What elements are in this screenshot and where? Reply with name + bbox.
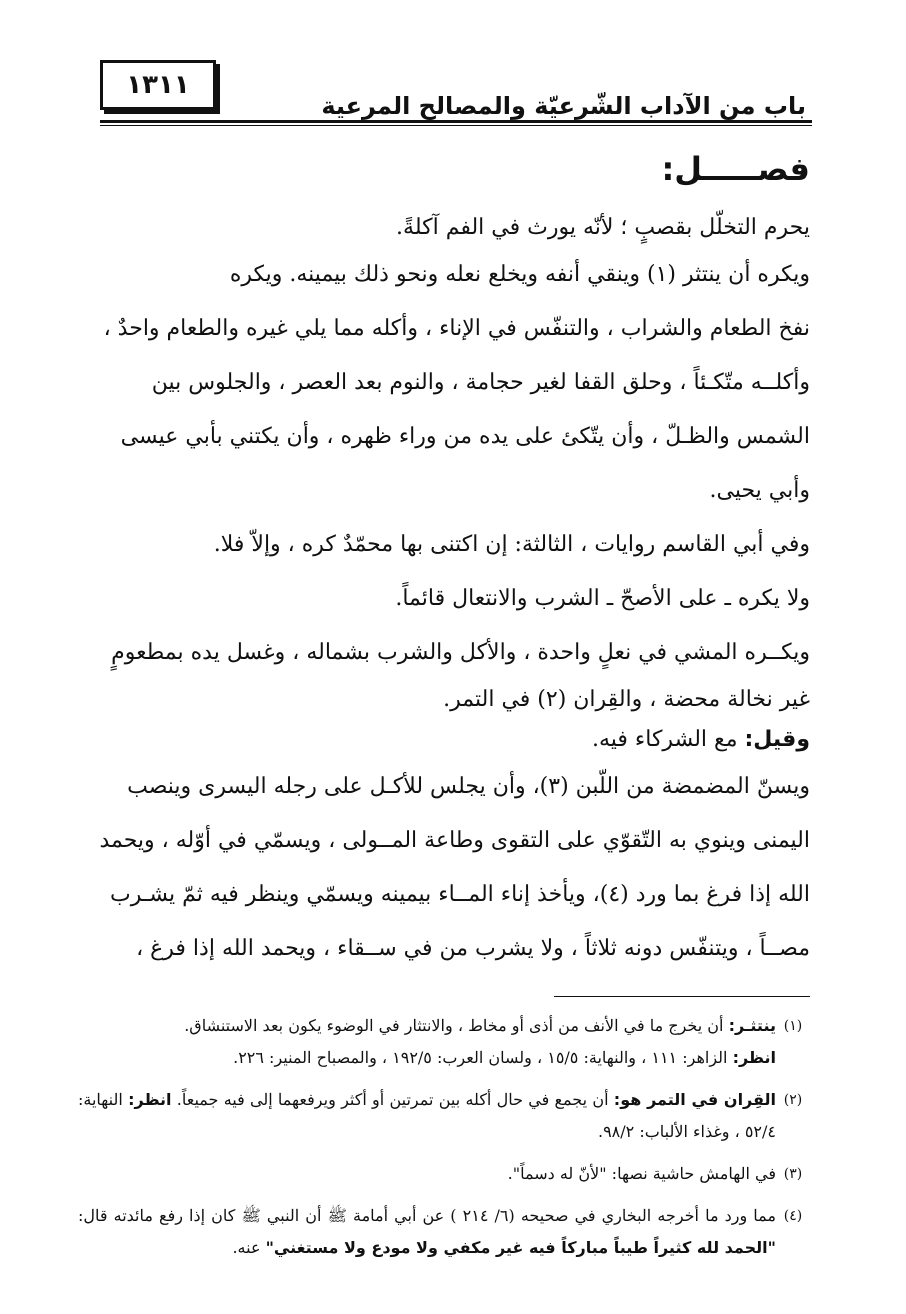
paragraph: ويكــره المشي في نعلٍ واحدة ، والأكل والشرب بشماله ، وغسل يده بمطعومٍ xyxy=(111,640,810,665)
paragraph: مصــاً ، ويتنفّس دونه ثلاثاً ، ولا يشرب من في ســقاء ، ويحمد الله إذا فرغ ، xyxy=(136,936,810,961)
footnote-text xyxy=(78,1010,776,1074)
footnotes xyxy=(78,1010,810,1274)
footnote-ref-label: انظر: xyxy=(128,1090,172,1109)
header-rule-thin xyxy=(100,125,812,126)
footnote-text: في الهامش حاشية نصها: "لأنّ له دسماً". xyxy=(507,1164,776,1183)
footnote-quote: "الحمد لله كثيراً طيباً مباركاً فيه غير مكفي ولا مودع ولا مستغني" xyxy=(265,1238,776,1257)
footnote xyxy=(78,1158,810,1190)
paragraph: وأكلــه متّكـئاً ، وحلق القفا لغير حجامة ، والنوم بعد العصر ، والجلوس بين xyxy=(151,370,810,395)
footnote-body: مما ورد ما أخرجه البخاري في صحيحه (٦/ ٢١٤ ) عن أبي أمامة ﷺ أن النبي ﷺ كان إذا رفع مائدته قال: xyxy=(78,1206,776,1225)
footnote-ref: الزاهر: ١١١ ، والنهاية: ١٥/٥ ، ولسان العرب: ١٩٢/٥ ، والمصباح المنير: ٢٢٦. xyxy=(233,1048,733,1067)
paragraph: نفخ الطعام والشراب ، والتنفّس في الإناء ، وأكله مما يلي غيره والطعام واحدٌ ، xyxy=(103,316,810,341)
main-text xyxy=(78,208,810,976)
footnote-body: أن يجمع في حال أكله بين تمرتين أو أكثر ويرفعهما إلى فيه جميعاً. xyxy=(176,1090,614,1109)
chapter-title: باب من الآداب الشّرعيّة والمصالح المرعية xyxy=(311,92,812,120)
footnote-number: (٢) xyxy=(783,1092,803,1108)
footnote-tail: عنه. xyxy=(232,1238,266,1257)
paragraph: وفي أبي القاسم روايات ، الثالثة: إن اكتنى بها محمّدٌ كره ، وإلاّ فلا. xyxy=(213,532,810,557)
paragraph: ويسنّ المضمضة من اللّبن (٣)، وأن يجلس للأكـل على رجله اليسرى وينصب xyxy=(127,774,810,799)
paragraph: اليمنى وينوي به التّقوّي على التقوى وطاعة المــولى ، ويسمّي في أوّله ، ويحمد xyxy=(99,828,810,853)
footnote-ref: النهاية: ٥٢/٤ ، وغذاء الألباب: ٩٨/٢. xyxy=(78,1090,776,1141)
paragraph: يحرم التخلّل بقصبٍ ؛ لأنّه يورث في الفم آكلةً. xyxy=(396,215,810,240)
paragraph xyxy=(78,720,810,760)
footnote-ref-label: انظر: xyxy=(732,1048,776,1067)
footnote xyxy=(78,1010,810,1074)
footnote-text xyxy=(78,1200,776,1264)
paragraph: ولا يكره ـ على الأصحّ ـ الشرب والانتعال قائماً. xyxy=(395,586,810,611)
footnote-rule xyxy=(554,996,810,997)
footnote xyxy=(78,1200,810,1264)
paragraph: ويكره أن ينتثر (١) وينقي أنفه ويخلع نعله ونحو ذلك بيمينه. ويكره xyxy=(229,262,810,287)
header-rule xyxy=(100,120,812,123)
footnote-text xyxy=(78,1084,776,1148)
paragraph: الشمس والظـلّ ، وأن يتّكئ على يده من وراء ظهره ، وأن يكتني بأبي عيسى xyxy=(120,424,810,449)
wakil-text: مع الشركاء فيه. xyxy=(591,727,745,752)
footnote-number: (٣) xyxy=(783,1166,803,1182)
paragraph: الله إذا فرغ بما ورد (٤)، ويأخذ إناء المــاء بيمينه ويسمّي وينظر فيه ثمّ يشـرب xyxy=(110,882,810,907)
footnote-number: (١) xyxy=(783,1018,803,1034)
wakil-label: وقيل: xyxy=(744,727,810,752)
footnote-term: ينتثـر: xyxy=(728,1016,776,1035)
footnote-body: أن يخرج ما في الأنف من أذى أو مخاط ، والانتثار في الوضوء يكون بعد الاستنشاق. xyxy=(184,1016,729,1035)
paragraph: وأبي يحيى. xyxy=(709,478,810,503)
section-title: فصـــــل: xyxy=(661,150,810,188)
footnote-number: (٤) xyxy=(783,1208,803,1224)
footnote-term: القِران في التمر هو: xyxy=(613,1090,777,1109)
page-number: ١٣١١ xyxy=(100,60,216,110)
footnote xyxy=(78,1084,810,1148)
paragraph: غير نخالة محضة ، والقِران (٢) في التمر. xyxy=(443,687,810,712)
